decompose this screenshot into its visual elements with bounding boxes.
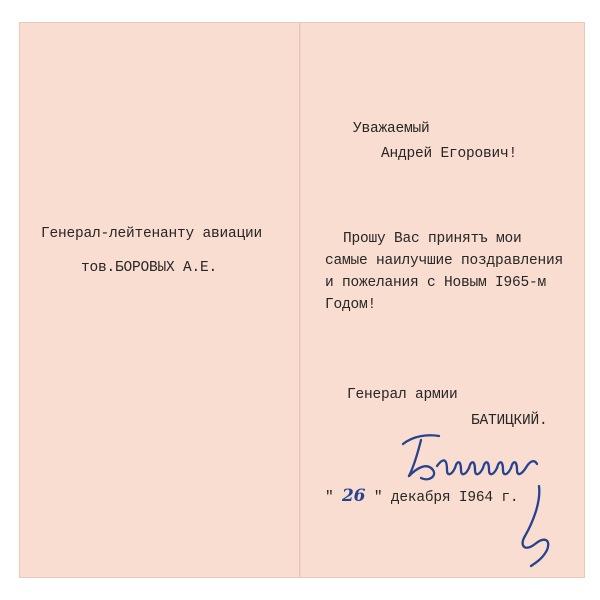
card-right-panel [301, 22, 585, 578]
date-month-year: декабря I964 г. [390, 490, 519, 506]
sender-name: БАТИЦКИЙ. [471, 413, 548, 429]
date-line [325, 488, 518, 507]
body-line-1: Прошу Вас принятъ мои [343, 231, 522, 247]
salutation-line-1: Уважаемый [353, 121, 430, 137]
body-line-3: и пожелания с Новым I965-м [325, 275, 547, 291]
date-day-handwritten: 26 [342, 486, 366, 506]
date-close-quote: " [373, 490, 383, 506]
greeting-card [19, 22, 585, 578]
body-line-2: самые наилучшие поздравления [325, 253, 564, 269]
salutation-line-2: Андрей Егорович! [381, 146, 518, 162]
body-line-4: Годом! [325, 297, 377, 313]
date-open-quote: " [325, 490, 334, 506]
addressee-title: Генерал-лейтенанту авиации [41, 226, 263, 242]
card-left-panel [19, 22, 300, 578]
addressee-name: тов.БОРОВЫХ А.Е. [81, 260, 218, 276]
sender-rank: Генерал армии [347, 387, 458, 403]
